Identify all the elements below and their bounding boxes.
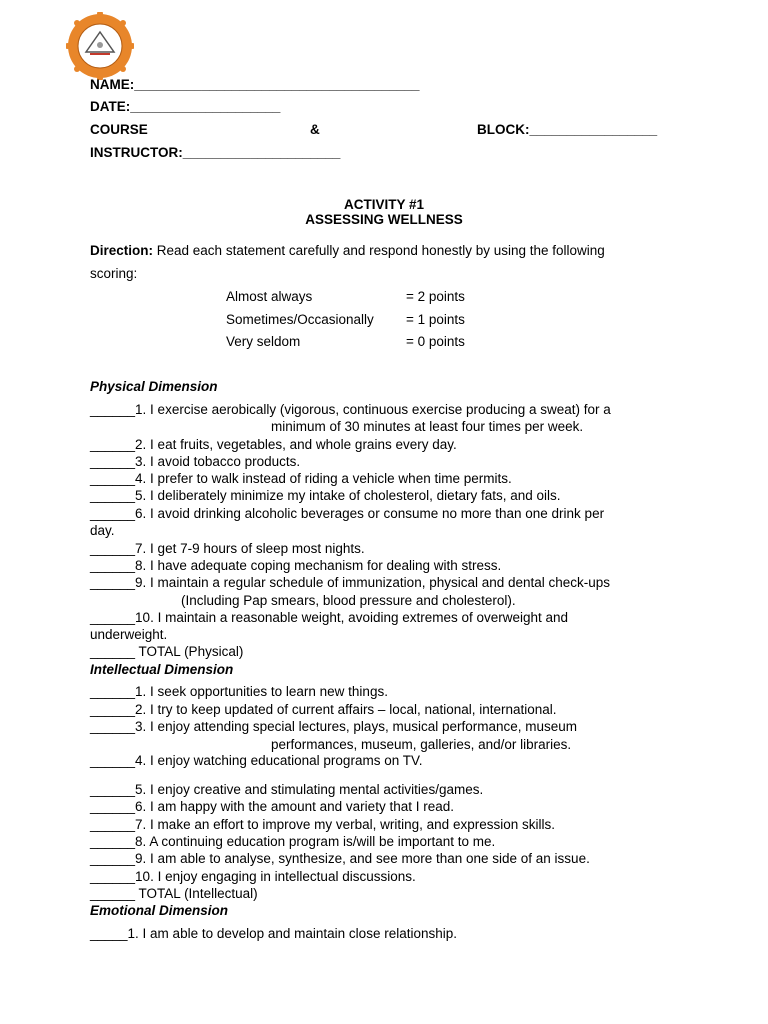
physical-item: ______9. I maintain a regular schedule of immunization, physical and dental check-ups bbox=[90, 575, 611, 590]
intellectual-item: ______9. I am able to analyse, synthesize, and see more than one side of an issue. bbox=[90, 851, 590, 866]
intellectual-item: ______10. I enjoy engaging in intellectual discussions. bbox=[90, 869, 416, 884]
intellectual-item: ______6. I am happy with the amount and variety that I read. bbox=[90, 799, 454, 814]
scoring-points: = 1 points bbox=[406, 312, 465, 327]
institute-seal-logo bbox=[66, 12, 134, 80]
scoring-points: = 2 points bbox=[406, 289, 465, 304]
intellectual-item: ______1. I seek opportunities to learn new things. bbox=[90, 684, 388, 699]
physical-item: ______10. I maintain a reasonable weight, avoiding extremes of overweight and bbox=[90, 610, 569, 625]
intellectual-item: ______4. I enjoy watching educational programs on TV. bbox=[90, 753, 423, 768]
intellectual-item: ______3. I enjoy attending special lectures, plays, musical performance, museum bbox=[90, 719, 578, 734]
scoring-label: Almost always bbox=[226, 289, 313, 304]
physical-item: ______4. I prefer to walk instead of riding a vehicle when time permits. bbox=[90, 471, 512, 486]
instructor-field-label: INSTRUCTOR:_____________________ bbox=[90, 145, 341, 160]
scoring-points: = 0 points bbox=[406, 334, 465, 349]
activity-number-title: ACTIVITY #1 bbox=[343, 197, 425, 212]
intellectual-item-continued: performances, museum, galleries, and/or libraries. bbox=[271, 737, 572, 752]
emotional-item: _____1. I am able to develop and maintain close relationship. bbox=[90, 926, 457, 941]
physical-item: ______7. I get 7-9 hours of sleep most nights. bbox=[90, 541, 365, 556]
name-field-label: NAME:______________________________________ bbox=[90, 77, 420, 92]
intellectual-total: ______ TOTAL (Intellectual) bbox=[90, 886, 258, 901]
physical-item: ______8. I have adequate coping mechanism for dealing with stress. bbox=[90, 558, 502, 573]
scoring-label: Sometimes/Occasionally bbox=[226, 312, 374, 327]
direction-paragraph bbox=[90, 243, 605, 258]
physical-item: ______6. I avoid drinking alcoholic beverages or consume no more than one drink per bbox=[90, 506, 605, 521]
intellectual-item: ______8. A continuing education program is/will be important to me. bbox=[90, 834, 496, 849]
date-field-label: DATE:____________________ bbox=[90, 99, 281, 114]
physical-item: ______5. I deliberately minimize my intake of cholesterol, dietary fats, and oils. bbox=[90, 488, 561, 503]
intellectual-dimension-heading: Intellectual Dimension bbox=[90, 662, 234, 677]
physical-item: ______1. I exercise aerobically (vigorous, continuous exercise producing a sweat) for a bbox=[90, 402, 611, 417]
emotional-dimension-heading: Emotional Dimension bbox=[90, 903, 229, 918]
course-block-ampersand: & bbox=[310, 122, 320, 137]
intellectual-item: ______5. I enjoy creative and stimulating mental activities/games. bbox=[90, 782, 484, 797]
direction-text-continued: scoring: bbox=[90, 266, 138, 281]
scoring-label: Very seldom bbox=[226, 334, 301, 349]
intellectual-item: ______7. I make an effort to improve my verbal, writing, and expression skills. bbox=[90, 817, 555, 832]
direction-text: Read each statement carefully and respond honestly by using the following bbox=[153, 243, 605, 258]
physical-item-continued: day. bbox=[90, 523, 115, 538]
direction-label: Direction: bbox=[90, 243, 154, 258]
physical-item-continued: underweight. bbox=[90, 627, 168, 642]
physical-item-continued: minimum of 30 minutes at least four times per week. bbox=[271, 419, 584, 434]
physical-dimension-heading: Physical Dimension bbox=[90, 379, 218, 394]
intellectual-item: ______2. I try to keep updated of current affairs – local, national, international. bbox=[90, 702, 557, 717]
course-field-label: COURSE bbox=[90, 122, 148, 137]
physical-total: ______ TOTAL (Physical) bbox=[90, 644, 244, 659]
physical-item: ______3. I avoid tobacco products. bbox=[90, 454, 301, 469]
physical-item-continued: (Including Pap smears, blood pressure and cholesterol). bbox=[181, 593, 516, 608]
physical-item: ______2. I eat fruits, vegetables, and whole grains every day. bbox=[90, 437, 457, 452]
block-field-label: BLOCK:_________________ bbox=[477, 122, 658, 137]
activity-title: ASSESSING WELLNESS bbox=[305, 212, 463, 227]
